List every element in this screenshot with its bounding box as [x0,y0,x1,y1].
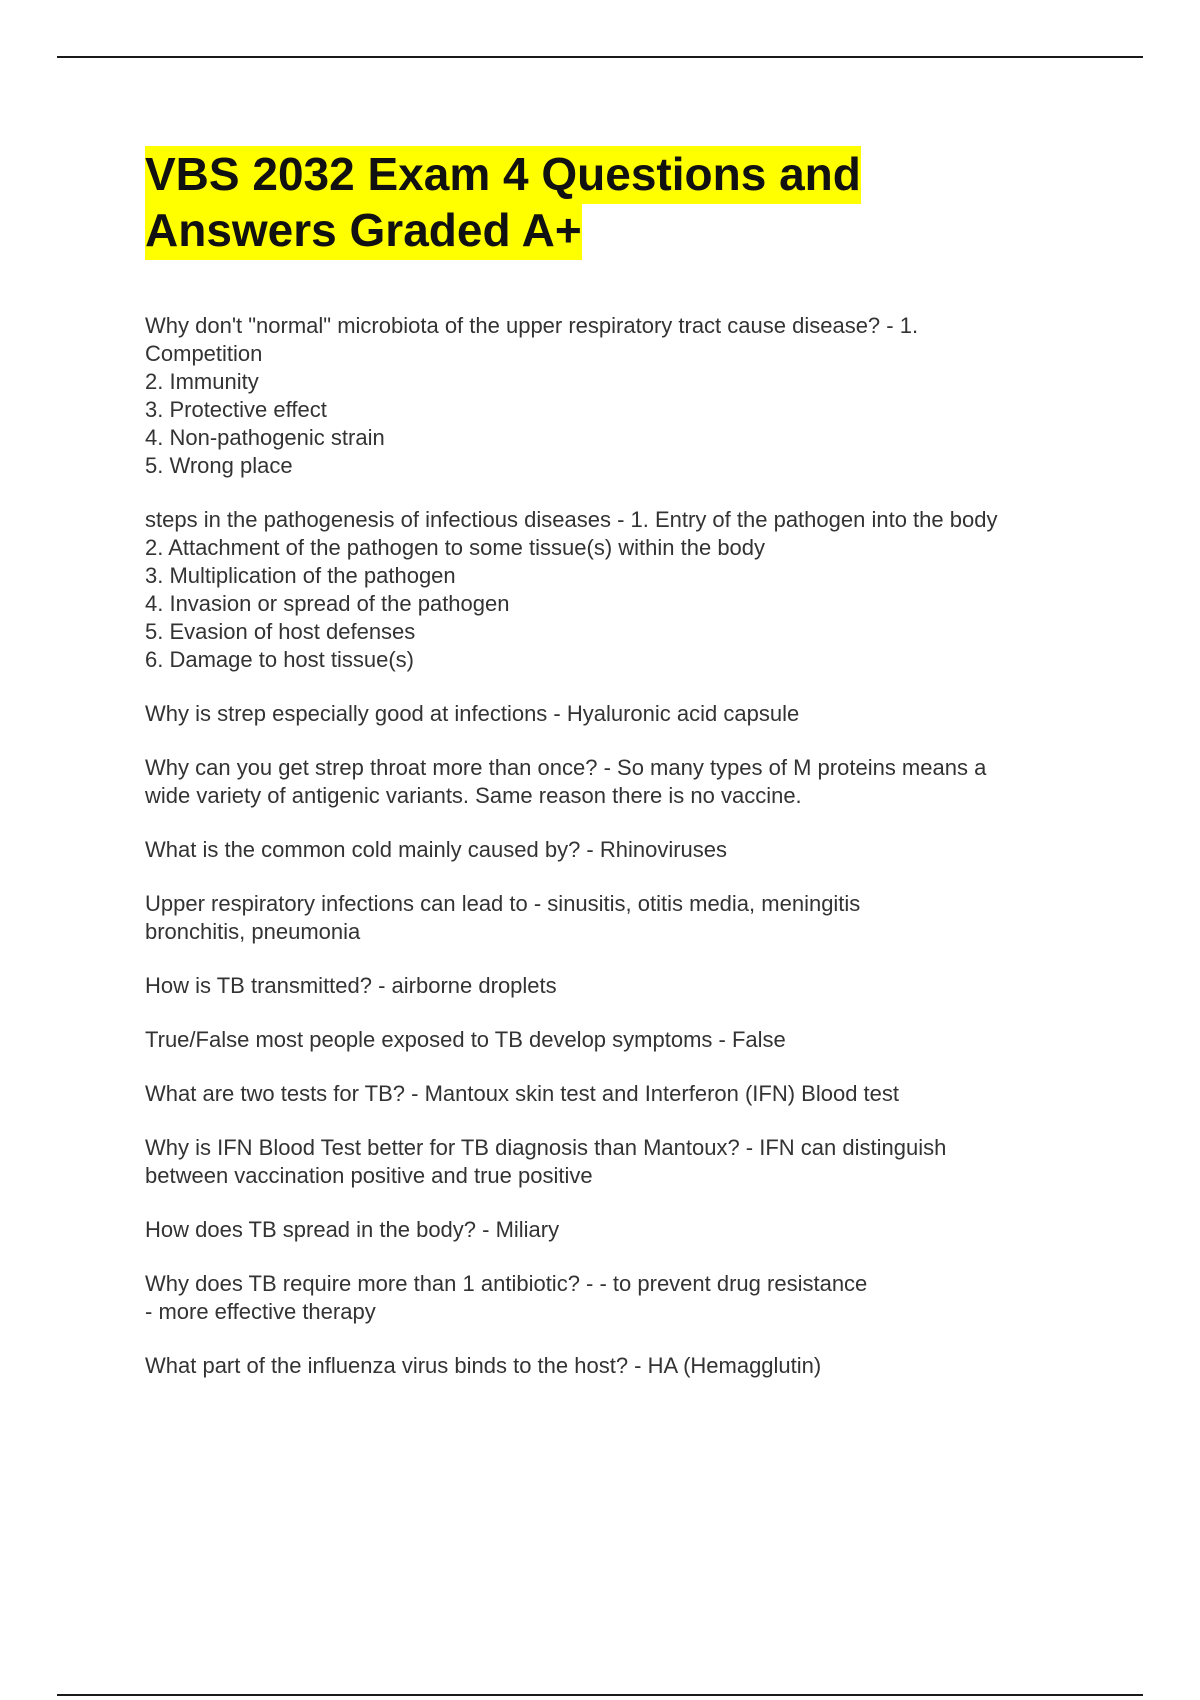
qa-entry [145,1352,1105,1380]
qa-line: steps in the pathogenesis of infectious diseases - 1. Entry of the pathogen into the body [145,507,998,532]
qa-line: between vaccination positive and true positive [145,1163,593,1188]
qa-entry [145,506,1105,674]
title-line-2: Answers Graded A+ [145,202,582,260]
qa-entry [145,1216,1105,1244]
qa-line: Why can you get strep throat more than once? - So many types of M proteins means a [145,755,987,780]
bottom-rule [57,1694,1143,1696]
qa-entry [145,1026,1105,1054]
qa-line: 5. Evasion of host defenses [145,619,416,644]
qa-line: 5. Wrong place [145,453,293,478]
qa-entry [145,312,1105,480]
qa-line: 3. Multiplication of the pathogen [145,563,456,588]
qa-line: Why is IFN Blood Test better for TB diagnosis than Mantoux? - IFN can distinguish [145,1135,947,1160]
qa-line: What are two tests for TB? - Mantoux skin test and Interferon (IFN) Blood test [145,1081,900,1106]
qa-entry [145,1270,1105,1326]
qa-entry [145,836,1105,864]
qa-line: Competition [145,341,263,366]
qa-entry [145,890,1105,946]
qa-line: How is TB transmitted? - airborne droplets [145,973,557,998]
qa-line: 4. Invasion or spread of the pathogen [145,591,510,616]
qa-line: How does TB spread in the body? - Miliary [145,1217,560,1242]
qa-line: Why is strep especially good at infections - Hyaluronic acid capsule [145,701,800,726]
qa-line: 6. Damage to host tissue(s) [145,647,415,672]
qa-line: 2. Attachment of the pathogen to some tissue(s) within the body [145,535,766,560]
qa-line: Why does TB require more than 1 antibiotic? - - to prevent drug resistance [145,1271,868,1296]
qa-line: Why don't "normal" microbiota of the upper respiratory tract cause disease? - 1. [145,313,919,338]
qa-line: - more effective therapy [145,1299,376,1324]
qa-entry [145,972,1105,1000]
qa-entry [145,754,1105,810]
qa-line: True/False most people exposed to TB develop symptoms - False [145,1027,786,1052]
qa-line: 4. Non-pathogenic strain [145,425,385,450]
qa-line: 2. Immunity [145,369,259,394]
qa-line: bronchitis, pneumonia [145,919,361,944]
qa-line: What part of the influenza virus binds to the host? - HA (Hemagglutin) [145,1353,822,1378]
qa-line: wide variety of antigenic variants. Same reason there is no vaccine. [145,783,802,808]
qa-entry [145,1080,1105,1108]
title-line-1: VBS 2032 Exam 4 Questions and [145,146,861,204]
qa-line: 3. Protective effect [145,397,327,422]
qa-line: What is the common cold mainly caused by? - Rhinoviruses [145,837,728,862]
qa-entry [145,1134,1105,1190]
document-title [145,146,1045,258]
qa-entry [145,700,1105,728]
qa-list [145,312,1105,1406]
qa-line: Upper respiratory infections can lead to - sinusitis, otitis media, meningitis [145,891,861,916]
top-rule [57,56,1143,58]
